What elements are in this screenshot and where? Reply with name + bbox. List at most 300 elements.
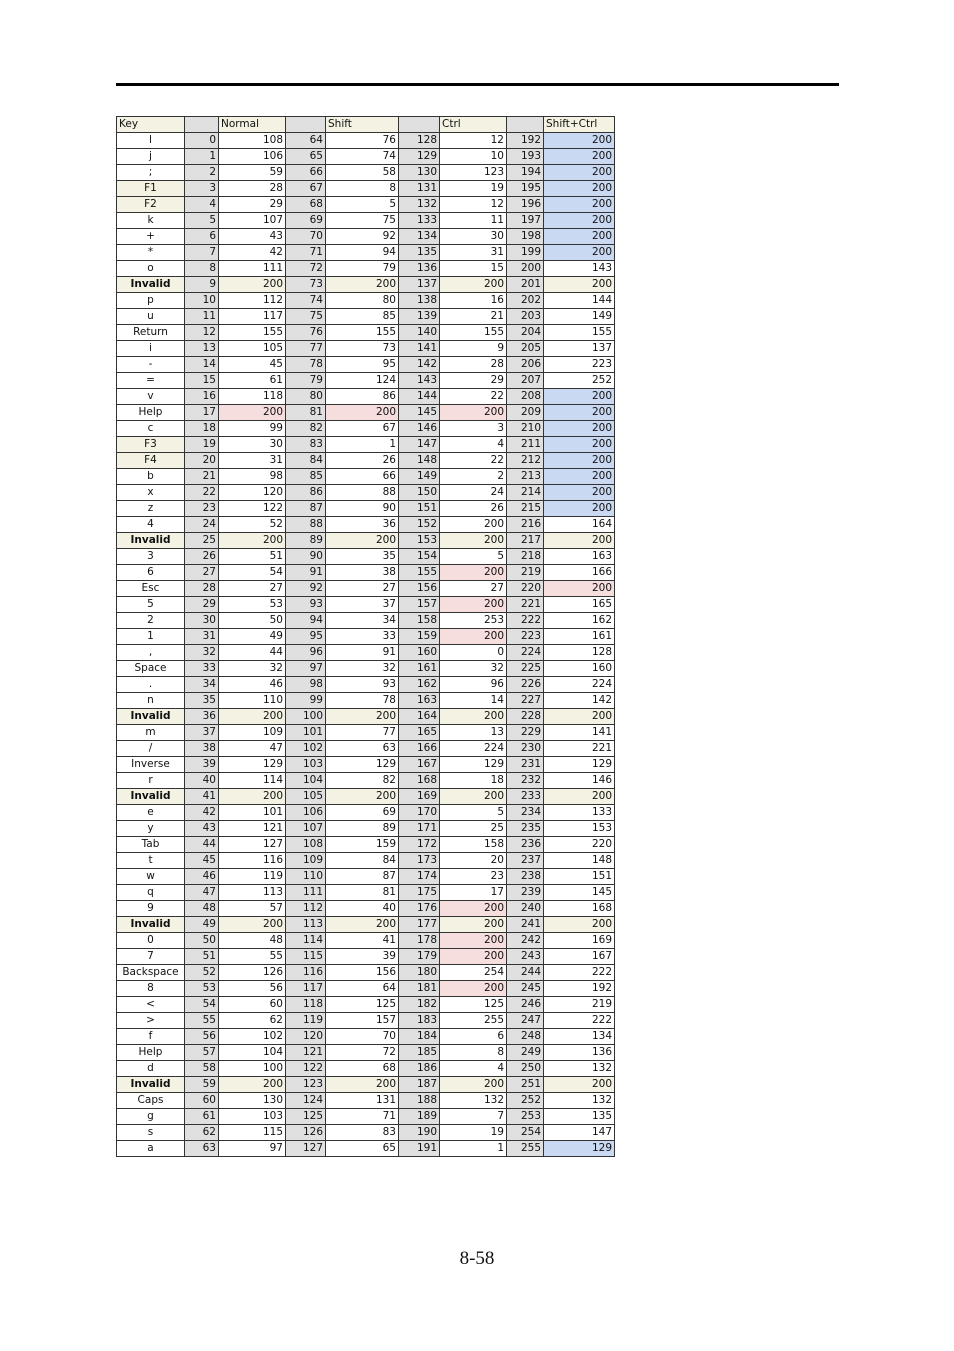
code-index-cell: 37 — [185, 725, 219, 741]
code-value-cell: 222 — [544, 965, 615, 981]
code-value-cell: 167 — [544, 949, 615, 965]
code-value-cell: 129 — [544, 757, 615, 773]
code-value-cell: 54 — [219, 565, 286, 581]
code-value-cell: 160 — [544, 661, 615, 677]
code-value-cell: 47 — [219, 741, 286, 757]
code-index-cell: 130 — [399, 165, 440, 181]
table-row — [117, 1013, 615, 1029]
code-value-cell: 5 — [326, 197, 399, 213]
code-index-cell: 13 — [185, 341, 219, 357]
code-value-cell: 67 — [326, 421, 399, 437]
code-index-cell: 249 — [507, 1045, 544, 1061]
code-index-cell: 216 — [507, 517, 544, 533]
code-value-cell: 200 — [544, 917, 615, 933]
code-value-cell: 112 — [219, 293, 286, 309]
code-index-cell: 74 — [286, 293, 326, 309]
code-value-cell: 56 — [219, 981, 286, 997]
header-cell — [507, 117, 544, 133]
code-index-cell: 134 — [399, 229, 440, 245]
code-value-cell: 86 — [326, 389, 399, 405]
code-value-cell: 159 — [326, 837, 399, 853]
code-value-cell: 130 — [219, 1093, 286, 1109]
code-value-cell: 53 — [219, 597, 286, 613]
code-value-cell: 129 — [326, 757, 399, 773]
code-value-cell: 101 — [219, 805, 286, 821]
code-index-cell: 92 — [286, 581, 326, 597]
code-value-cell: 34 — [326, 613, 399, 629]
code-index-cell: 113 — [286, 917, 326, 933]
code-value-cell: 169 — [544, 933, 615, 949]
code-index-cell: 154 — [399, 549, 440, 565]
code-index-cell: 22 — [185, 485, 219, 501]
code-index-cell: 33 — [185, 661, 219, 677]
table-row — [117, 1109, 615, 1125]
table-row — [117, 789, 615, 805]
key-cell: m — [117, 725, 185, 741]
code-value-cell: 200 — [440, 277, 507, 293]
code-value-cell: 200 — [440, 789, 507, 805]
code-value-cell: 200 — [440, 517, 507, 533]
table-row — [117, 293, 615, 309]
key-cell: v — [117, 389, 185, 405]
code-value-cell: 40 — [326, 901, 399, 917]
code-index-cell: 73 — [286, 277, 326, 293]
code-index-cell: 142 — [399, 357, 440, 373]
code-value-cell: 200 — [440, 533, 507, 549]
code-index-cell: 2 — [185, 165, 219, 181]
code-index-cell: 117 — [286, 981, 326, 997]
code-index-cell: 208 — [507, 389, 544, 405]
code-index-cell: 7 — [185, 245, 219, 261]
code-value-cell: 32 — [440, 661, 507, 677]
code-index-cell: 170 — [399, 805, 440, 821]
key-cell: p — [117, 293, 185, 309]
key-cell: 3 — [117, 549, 185, 565]
code-value-cell: 200 — [544, 405, 615, 421]
code-index-cell: 150 — [399, 485, 440, 501]
table-row — [117, 1045, 615, 1061]
code-index-cell: 255 — [507, 1141, 544, 1157]
code-value-cell: 60 — [219, 997, 286, 1013]
code-value-cell: 11 — [440, 213, 507, 229]
code-value-cell: 58 — [326, 165, 399, 181]
code-value-cell: 122 — [219, 501, 286, 517]
key-cell: n — [117, 693, 185, 709]
code-index-cell: 75 — [286, 309, 326, 325]
key-cell: 0 — [117, 933, 185, 949]
code-value-cell: 52 — [219, 517, 286, 533]
code-index-cell: 125 — [286, 1109, 326, 1125]
code-value-cell: 200 — [544, 149, 615, 165]
table-body — [117, 133, 615, 1157]
code-index-cell: 194 — [507, 165, 544, 181]
code-index-cell: 229 — [507, 725, 544, 741]
key-cell: l — [117, 133, 185, 149]
code-value-cell: 31 — [219, 453, 286, 469]
code-value-cell: 200 — [544, 421, 615, 437]
code-value-cell: 27 — [440, 581, 507, 597]
code-value-cell: 68 — [326, 1061, 399, 1077]
table-row — [117, 949, 615, 965]
code-value-cell: 123 — [440, 165, 507, 181]
code-value-cell: 200 — [219, 277, 286, 293]
code-index-cell: 185 — [399, 1045, 440, 1061]
code-value-cell: 200 — [440, 949, 507, 965]
code-index-cell: 219 — [507, 565, 544, 581]
table-row — [117, 805, 615, 821]
code-index-cell: 41 — [185, 789, 219, 805]
code-index-cell: 201 — [507, 277, 544, 293]
table-row — [117, 309, 615, 325]
code-index-cell: 226 — [507, 677, 544, 693]
code-index-cell: 56 — [185, 1029, 219, 1045]
code-index-cell: 3 — [185, 181, 219, 197]
code-value-cell: 48 — [219, 933, 286, 949]
table-row — [117, 933, 615, 949]
code-value-cell: 76 — [326, 133, 399, 149]
code-index-cell: 236 — [507, 837, 544, 853]
code-value-cell: 75 — [326, 213, 399, 229]
key-cell: d — [117, 1061, 185, 1077]
code-value-cell: 200 — [544, 277, 615, 293]
code-value-cell: 200 — [440, 1077, 507, 1093]
code-index-cell: 108 — [286, 837, 326, 853]
code-value-cell: 33 — [326, 629, 399, 645]
code-index-cell: 222 — [507, 613, 544, 629]
code-index-cell: 252 — [507, 1093, 544, 1109]
code-index-cell: 202 — [507, 293, 544, 309]
code-value-cell: 192 — [544, 981, 615, 997]
key-cell: Backspace — [117, 965, 185, 981]
code-value-cell: 200 — [544, 213, 615, 229]
code-value-cell: 223 — [544, 357, 615, 373]
code-index-cell: 180 — [399, 965, 440, 981]
code-value-cell: 146 — [544, 773, 615, 789]
code-value-cell: 254 — [440, 965, 507, 981]
code-value-cell: 65 — [326, 1141, 399, 1157]
code-index-cell: 217 — [507, 533, 544, 549]
code-index-cell: 198 — [507, 229, 544, 245]
code-index-cell: 233 — [507, 789, 544, 805]
code-index-cell: 224 — [507, 645, 544, 661]
code-index-cell: 203 — [507, 309, 544, 325]
code-index-cell: 211 — [507, 437, 544, 453]
code-index-cell: 100 — [286, 709, 326, 725]
key-cell: y — [117, 821, 185, 837]
table-row — [117, 965, 615, 981]
code-index-cell: 209 — [507, 405, 544, 421]
code-value-cell: 7 — [440, 1109, 507, 1125]
code-value-cell: 200 — [219, 1077, 286, 1093]
code-value-cell: 6 — [440, 1029, 507, 1045]
code-value-cell: 165 — [544, 597, 615, 613]
code-index-cell: 121 — [286, 1045, 326, 1061]
code-index-cell: 124 — [286, 1093, 326, 1109]
code-value-cell: 31 — [440, 245, 507, 261]
code-index-cell: 91 — [286, 565, 326, 581]
code-value-cell: 100 — [219, 1061, 286, 1077]
code-index-cell: 182 — [399, 997, 440, 1013]
key-cell: b — [117, 469, 185, 485]
code-index-cell: 107 — [286, 821, 326, 837]
code-value-cell: 70 — [326, 1029, 399, 1045]
code-index-cell: 27 — [185, 565, 219, 581]
code-index-cell: 63 — [185, 1141, 219, 1157]
code-index-cell: 32 — [185, 645, 219, 661]
code-index-cell: 138 — [399, 293, 440, 309]
code-index-cell: 175 — [399, 885, 440, 901]
code-value-cell: 147 — [544, 1125, 615, 1141]
key-cell: = — [117, 373, 185, 389]
code-index-cell: 248 — [507, 1029, 544, 1045]
code-index-cell: 96 — [286, 645, 326, 661]
code-value-cell: 107 — [219, 213, 286, 229]
code-value-cell: 95 — [326, 357, 399, 373]
code-value-cell: 200 — [440, 933, 507, 949]
table-row — [117, 613, 615, 629]
code-value-cell: 8 — [326, 181, 399, 197]
code-value-cell: 92 — [326, 229, 399, 245]
code-index-cell: 218 — [507, 549, 544, 565]
code-index-cell: 88 — [286, 517, 326, 533]
header-cell: Shift+Ctrl — [544, 117, 615, 133]
code-value-cell: 200 — [544, 245, 615, 261]
table-row — [117, 501, 615, 517]
code-value-cell: 83 — [326, 1125, 399, 1141]
code-index-cell: 24 — [185, 517, 219, 533]
code-index-cell: 136 — [399, 261, 440, 277]
code-index-cell: 42 — [185, 805, 219, 821]
code-value-cell: 80 — [326, 293, 399, 309]
code-value-cell: 4 — [440, 1061, 507, 1077]
code-index-cell: 187 — [399, 1077, 440, 1093]
code-index-cell: 44 — [185, 837, 219, 853]
code-index-cell: 177 — [399, 917, 440, 933]
code-value-cell: 222 — [544, 1013, 615, 1029]
code-index-cell: 179 — [399, 949, 440, 965]
code-index-cell: 82 — [286, 421, 326, 437]
code-value-cell: 79 — [326, 261, 399, 277]
code-index-cell: 253 — [507, 1109, 544, 1125]
code-index-cell: 206 — [507, 357, 544, 373]
code-index-cell: 57 — [185, 1045, 219, 1061]
code-value-cell: 155 — [544, 325, 615, 341]
code-index-cell: 149 — [399, 469, 440, 485]
header-cell: Key — [117, 117, 185, 133]
header-cell: Normal — [219, 117, 286, 133]
key-cell: . — [117, 677, 185, 693]
code-value-cell: 161 — [544, 629, 615, 645]
key-cell: Invalid — [117, 917, 185, 933]
code-index-cell: 68 — [286, 197, 326, 213]
code-value-cell: 115 — [219, 1125, 286, 1141]
code-value-cell: 32 — [219, 661, 286, 677]
code-index-cell: 126 — [286, 1125, 326, 1141]
code-value-cell: 3 — [440, 421, 507, 437]
table-row — [117, 901, 615, 917]
code-value-cell: 49 — [219, 629, 286, 645]
code-index-cell: 220 — [507, 581, 544, 597]
code-value-cell: 109 — [219, 725, 286, 741]
code-index-cell: 137 — [399, 277, 440, 293]
key-cell: Space — [117, 661, 185, 677]
table-row — [117, 389, 615, 405]
table-row — [117, 405, 615, 421]
code-index-cell: 183 — [399, 1013, 440, 1029]
key-cell: Invalid — [117, 533, 185, 549]
code-value-cell: 200 — [326, 789, 399, 805]
code-index-cell: 160 — [399, 645, 440, 661]
table-row — [117, 213, 615, 229]
table-row — [117, 1125, 615, 1141]
code-value-cell: 36 — [326, 517, 399, 533]
code-value-cell: 2 — [440, 469, 507, 485]
code-index-cell: 141 — [399, 341, 440, 357]
code-index-cell: 61 — [185, 1109, 219, 1125]
code-index-cell: 251 — [507, 1077, 544, 1093]
table-row — [117, 357, 615, 373]
code-index-cell: 114 — [286, 933, 326, 949]
code-value-cell: 15 — [440, 261, 507, 277]
code-value-cell: 55 — [219, 949, 286, 965]
table-row — [117, 629, 615, 645]
code-value-cell: 81 — [326, 885, 399, 901]
code-index-cell: 116 — [286, 965, 326, 981]
key-cell: r — [117, 773, 185, 789]
table-row — [117, 341, 615, 357]
code-index-cell: 4 — [185, 197, 219, 213]
code-value-cell: 200 — [440, 709, 507, 725]
code-index-cell: 122 — [286, 1061, 326, 1077]
code-value-cell: 89 — [326, 821, 399, 837]
code-index-cell: 109 — [286, 853, 326, 869]
code-value-cell: 61 — [219, 373, 286, 389]
code-index-cell: 184 — [399, 1029, 440, 1045]
code-index-cell: 93 — [286, 597, 326, 613]
code-value-cell: 125 — [440, 997, 507, 1013]
code-index-cell: 157 — [399, 597, 440, 613]
table-row — [117, 917, 615, 933]
code-value-cell: 27 — [326, 581, 399, 597]
code-index-cell: 80 — [286, 389, 326, 405]
code-index-cell: 213 — [507, 469, 544, 485]
code-index-cell: 230 — [507, 741, 544, 757]
header-cell: Ctrl — [440, 117, 507, 133]
code-value-cell: 46 — [219, 677, 286, 693]
key-cell: u — [117, 309, 185, 325]
key-cell: F3 — [117, 437, 185, 453]
code-index-cell: 52 — [185, 965, 219, 981]
code-index-cell: 21 — [185, 469, 219, 485]
top-rule — [116, 83, 839, 86]
code-index-cell: 129 — [399, 149, 440, 165]
key-cell: > — [117, 1013, 185, 1029]
code-index-cell: 47 — [185, 885, 219, 901]
code-index-cell: 123 — [286, 1077, 326, 1093]
code-index-cell: 76 — [286, 325, 326, 341]
code-value-cell: 110 — [219, 693, 286, 709]
code-index-cell: 99 — [286, 693, 326, 709]
code-value-cell: 78 — [326, 693, 399, 709]
code-index-cell: 30 — [185, 613, 219, 629]
code-index-cell: 189 — [399, 1109, 440, 1125]
table-row — [117, 261, 615, 277]
key-cell: ; — [117, 165, 185, 181]
code-value-cell: 13 — [440, 725, 507, 741]
code-value-cell: 153 — [544, 821, 615, 837]
code-value-cell: 14 — [440, 693, 507, 709]
code-index-cell: 151 — [399, 501, 440, 517]
code-value-cell: 200 — [440, 981, 507, 997]
code-value-cell: 12 — [440, 197, 507, 213]
code-index-cell: 38 — [185, 741, 219, 757]
code-index-cell: 115 — [286, 949, 326, 965]
code-index-cell: 140 — [399, 325, 440, 341]
code-value-cell: 200 — [544, 581, 615, 597]
code-index-cell: 104 — [286, 773, 326, 789]
code-value-cell: 220 — [544, 837, 615, 853]
code-value-cell: 37 — [326, 597, 399, 613]
code-index-cell: 159 — [399, 629, 440, 645]
code-index-cell: 48 — [185, 901, 219, 917]
code-index-cell: 54 — [185, 997, 219, 1013]
code-index-cell: 215 — [507, 501, 544, 517]
code-index-cell: 128 — [399, 133, 440, 149]
table-row — [117, 1029, 615, 1045]
code-index-cell: 9 — [185, 277, 219, 293]
key-cell: Inverse — [117, 757, 185, 773]
code-value-cell: 200 — [440, 901, 507, 917]
code-value-cell: 200 — [219, 709, 286, 725]
table-row — [117, 325, 615, 341]
code-index-cell: 163 — [399, 693, 440, 709]
code-index-cell: 110 — [286, 869, 326, 885]
code-value-cell: 126 — [219, 965, 286, 981]
code-value-cell: 200 — [440, 629, 507, 645]
code-index-cell: 90 — [286, 549, 326, 565]
code-value-cell: 62 — [219, 1013, 286, 1029]
code-index-cell: 169 — [399, 789, 440, 805]
code-index-cell: 153 — [399, 533, 440, 549]
code-value-cell: 20 — [440, 853, 507, 869]
code-value-cell: 200 — [544, 229, 615, 245]
code-value-cell: 32 — [326, 661, 399, 677]
code-index-cell: 192 — [507, 133, 544, 149]
code-index-cell: 64 — [286, 133, 326, 149]
code-index-cell: 186 — [399, 1061, 440, 1077]
code-value-cell: 44 — [219, 645, 286, 661]
code-index-cell: 197 — [507, 213, 544, 229]
code-index-cell: 228 — [507, 709, 544, 725]
code-value-cell: 18 — [440, 773, 507, 789]
table-row — [117, 517, 615, 533]
code-index-cell: 72 — [286, 261, 326, 277]
code-index-cell: 241 — [507, 917, 544, 933]
code-value-cell: 200 — [219, 405, 286, 421]
code-index-cell: 204 — [507, 325, 544, 341]
key-cell: Invalid — [117, 709, 185, 725]
code-value-cell: 200 — [544, 485, 615, 501]
keyboard-code-table — [116, 116, 615, 1157]
code-value-cell: 132 — [440, 1093, 507, 1109]
code-value-cell: 69 — [326, 805, 399, 821]
table-row — [117, 197, 615, 213]
code-value-cell: 200 — [544, 389, 615, 405]
code-value-cell: 30 — [440, 229, 507, 245]
table-row — [117, 997, 615, 1013]
key-cell: + — [117, 229, 185, 245]
code-value-cell: 26 — [440, 501, 507, 517]
